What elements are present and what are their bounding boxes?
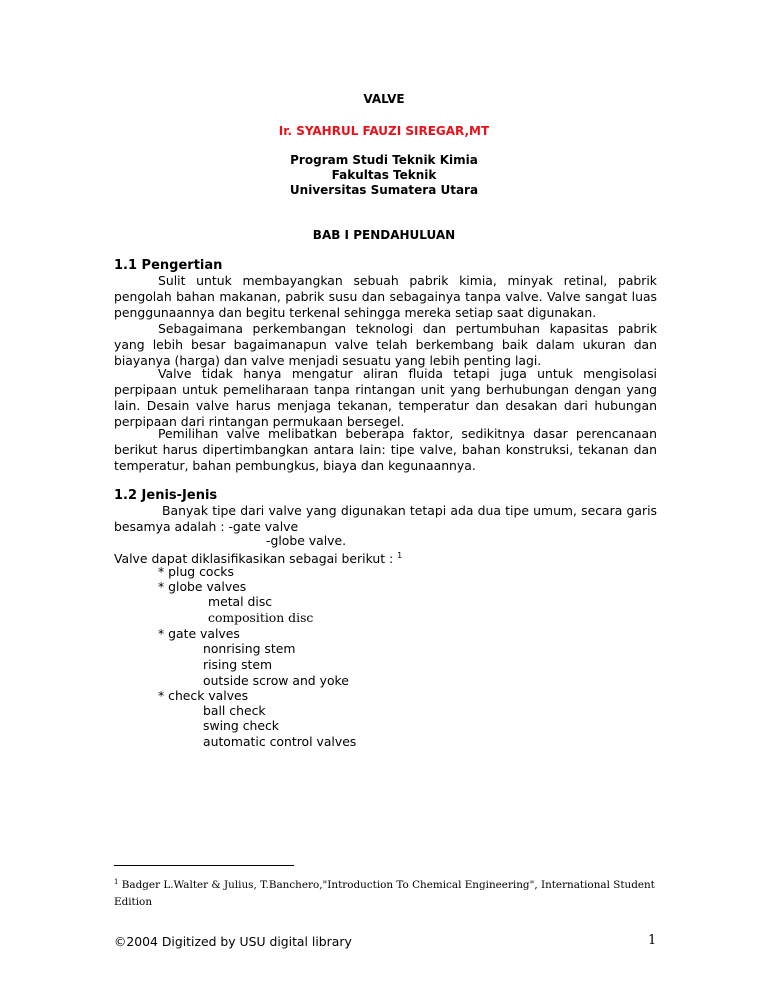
paragraph-2: Sebagaimana perkembangan teknologi dan pertumbuhan kapasitas pabrik yang lebih besar bagaimanapun valve telah berkembang baik dalam ukuran dan biayanya (harga) dan valve menjadi sesuatu yang lebih penting lagi.	[114, 321, 657, 368]
footnote-divider	[114, 865, 294, 866]
footnote-mark: 1	[114, 878, 119, 886]
affiliation-faculty: Fakultas Teknik	[331, 168, 437, 182]
affiliation-university: Universitas Sumatera Utara	[289, 183, 479, 197]
list-sub-metal-disc: metal disc	[208, 594, 273, 609]
list-item-gate-valves: * gate valves	[158, 626, 240, 641]
paragraph-1: Sulit untuk membayangkan sebuah pabrik kimia, minyak retinal, pabrik pengolah bahan makanan, pabrik susu dan sebagainya tanpa valve. Valve sangat luas penggunaannya dan begitu terkenal sehingga mereka setiap saat digunakan.	[114, 273, 657, 320]
list-sub-rising-stem: rising stem	[203, 657, 273, 672]
list-sub-ball-check: ball check	[203, 703, 266, 718]
footnote-text: Badger L.Walter & Julius, T.Banchero,"Introduction To Chemical Engineering", International Student Edition	[114, 879, 655, 908]
page-number: 1	[648, 933, 657, 948]
classification-intro: Valve dapat diklasifikasikan sebagai berikut : $^1$	[114, 551, 403, 566]
paragraph-4: Pemilihan valve melibatkan beberapa faktor, sedikitnya dasar perencanaan berikut harus dipertimbangkan antara lain: tipe valve, bahan konstruksi, tekanan dan temperatur, bahan pembungkus, biaya dan kegunaannya.	[114, 426, 657, 473]
paragraph-jenis-intro: Banyak tipe dari valve yang digunakan tetapi ada dua tipe umum, secara garis besamya adalah : -gate valve	[114, 503, 657, 534]
document-title: VALVE	[363, 92, 405, 106]
footnote	[114, 874, 659, 911]
paragraph-3: Valve tidak hanya mengatur aliran fluida tetapi juga untuk mengisolasi perpipaan untuk pemeliharaan tanpa rintangan unit yang berhubungan dengan yang lain. Desain valve harus menjaga tekanan, temperatur dan desakan dari hubungan perpipaan dari rintangan permukaan bersegel.	[114, 366, 657, 429]
list-item-check-valves: * check valves	[158, 688, 249, 703]
author-name: Ir. SYAHRUL FAUZI SIREGAR,MT	[278, 124, 490, 138]
list-item-globe-valves: * globe valves	[158, 579, 247, 594]
affiliation-program: Program Studi Teknik Kimia	[290, 153, 478, 167]
section-heading-jenis: 1.2 Jenis-Jenis	[114, 488, 218, 503]
section-heading-pengertian: 1.1 Pengertian	[114, 258, 223, 273]
footnote-ref: 1	[397, 551, 403, 560]
list-sub-swing-check: swing check	[203, 718, 279, 733]
globe-valve-line: -globe valve.	[266, 533, 347, 548]
list-sub-composition-disc: composition disc	[208, 610, 314, 625]
footer-copyright: ©2004 Digitized by USU digital library	[114, 934, 352, 949]
list-sub-outside-scrow: outside scrow and yoke	[203, 673, 349, 688]
list-sub-nonrising-stem: nonrising stem	[203, 641, 296, 656]
chapter-title: BAB I PENDAHULUAN	[312, 228, 456, 242]
list-item-plug-cocks: * plug cocks	[158, 564, 234, 579]
list-sub-automatic-control: automatic control valves	[203, 734, 357, 749]
